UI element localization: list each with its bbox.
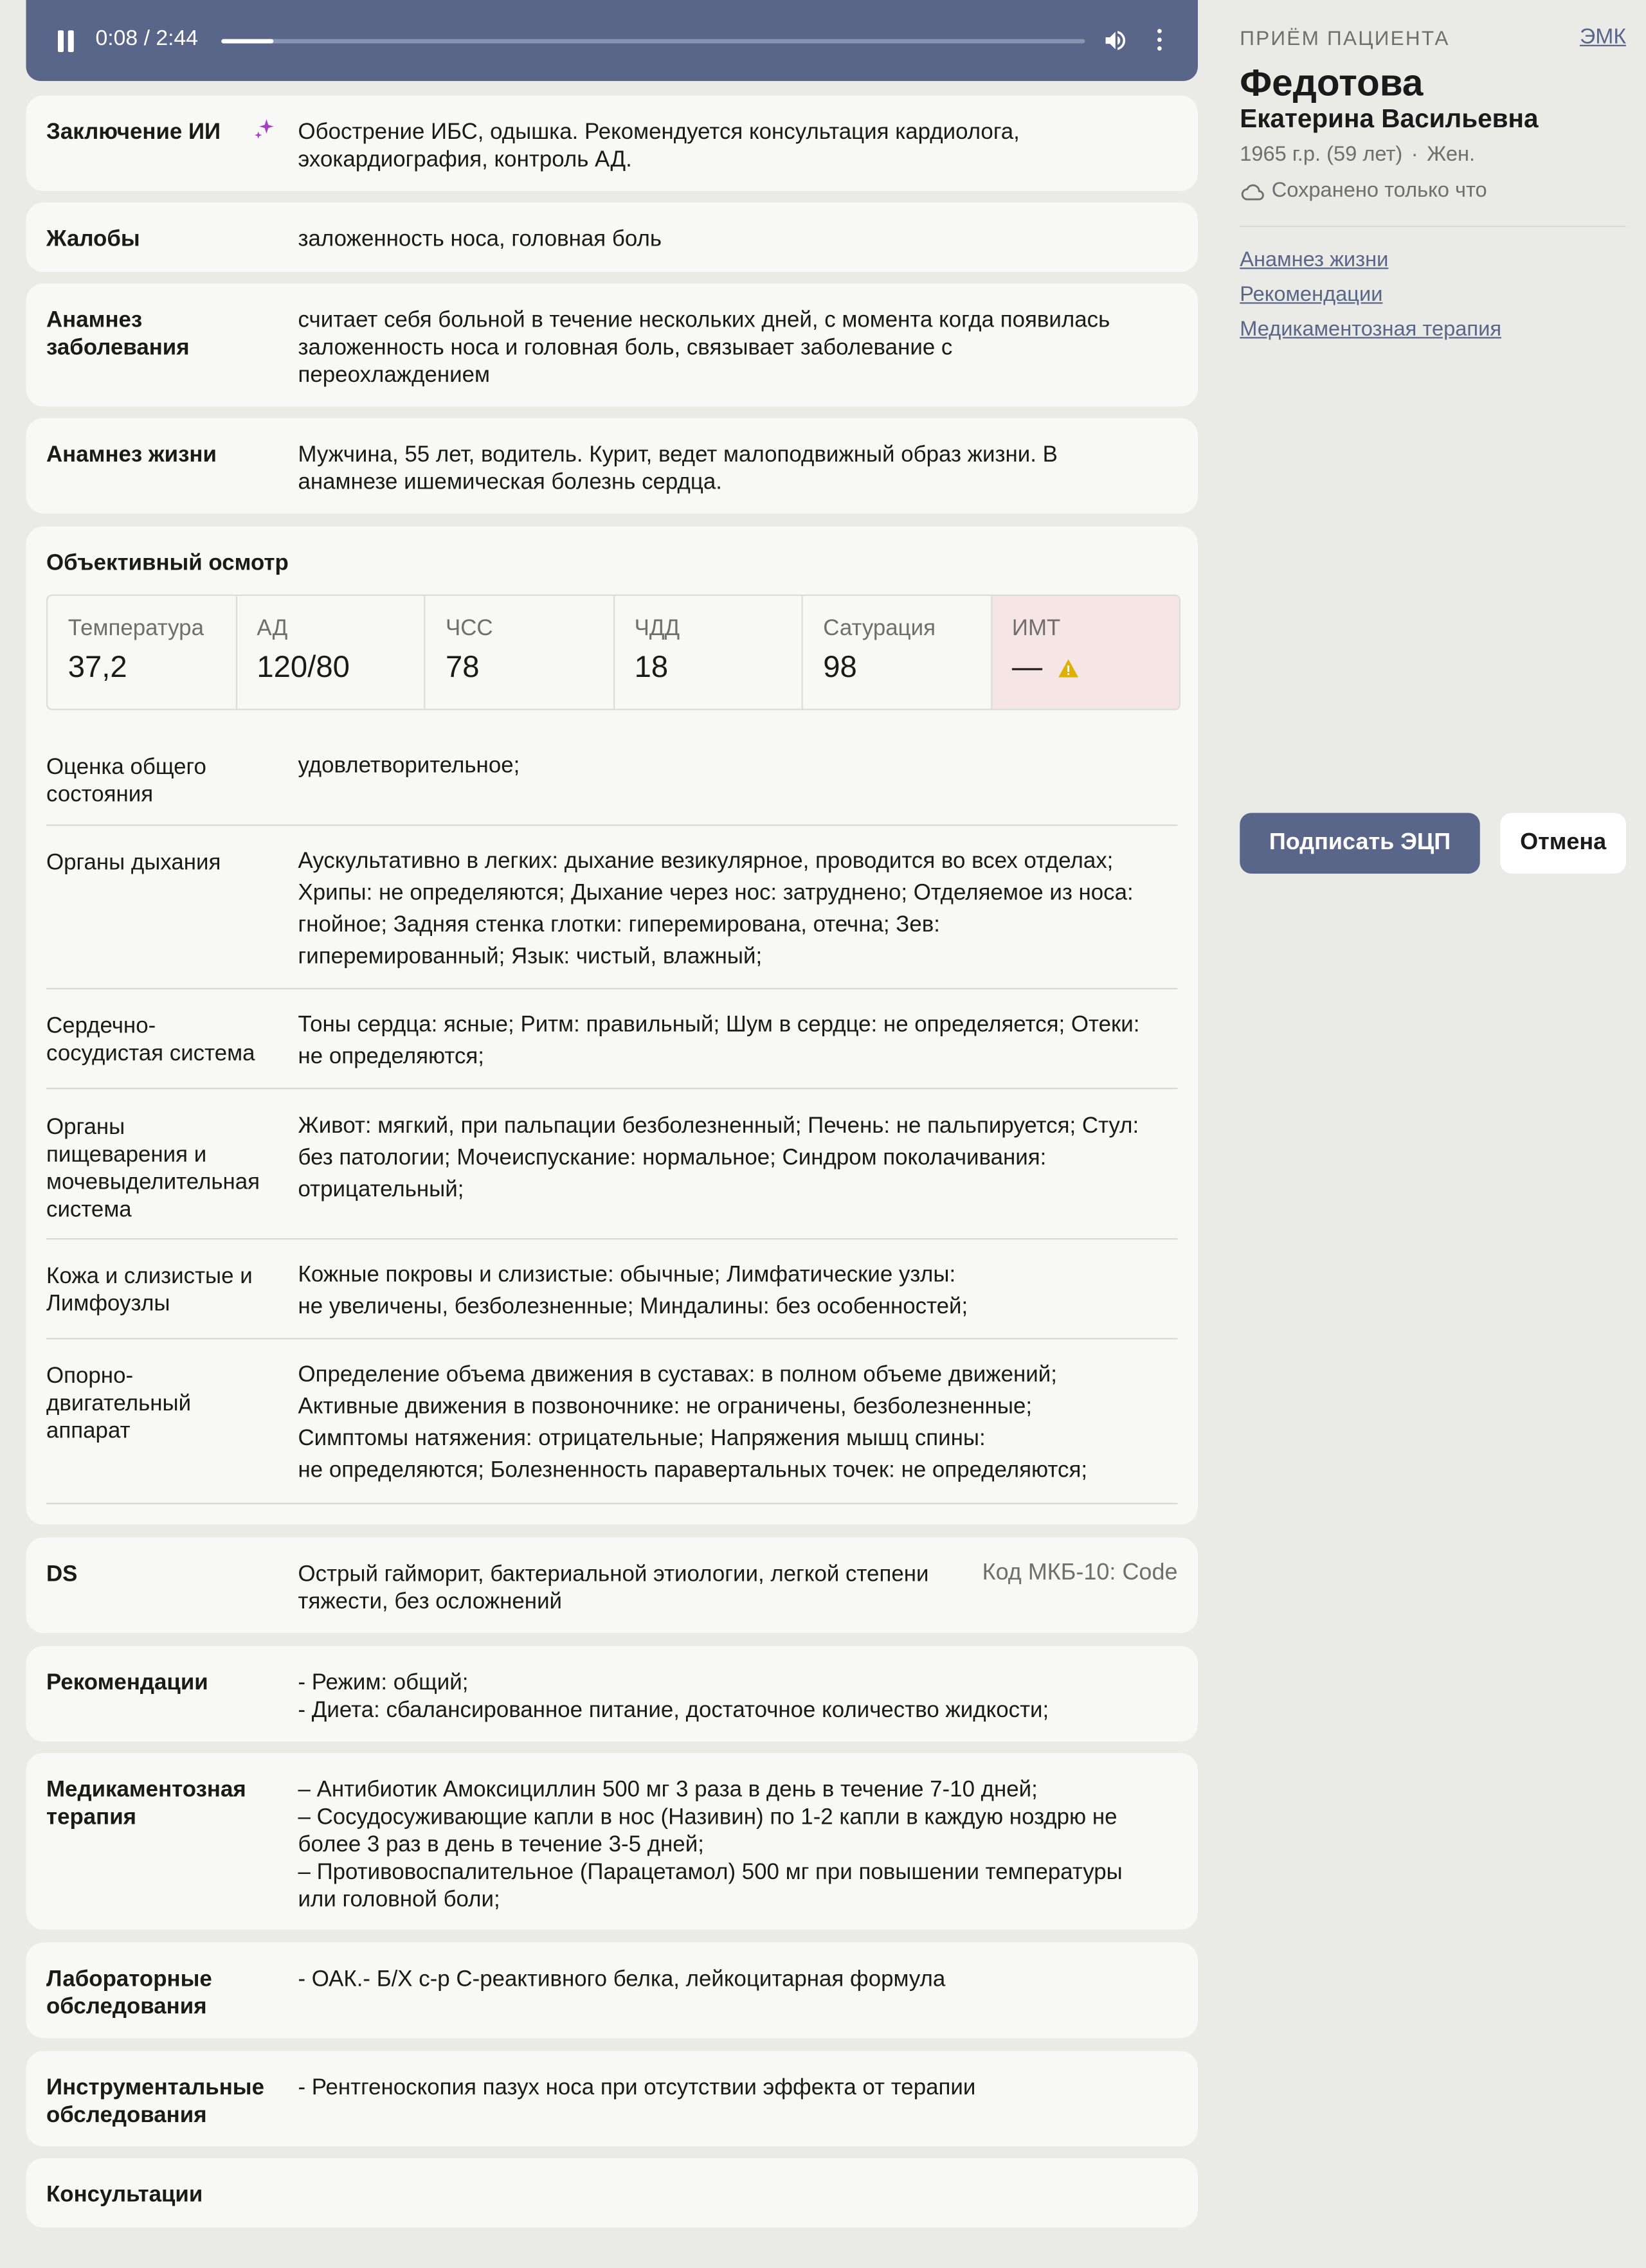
vital-bmi[interactable]	[991, 596, 1179, 709]
section-label: Жалобы	[46, 227, 140, 252]
vital-respiratory-rate[interactable]	[614, 596, 803, 709]
vital-blood-pressure[interactable]	[237, 596, 426, 709]
exam-row-value[interactable]: Определение объема движения в суставах: в полном объеме движений; Активные движения в позвоночнике: не ограничены, безболезненные; Симптомы натяжения: отрицательные; Напряжения мышц спины: не определяются; Болезненность паравертальных точек: не определяются;	[298, 1362, 1088, 1483]
exam-row-general	[46, 753, 1178, 826]
exam-row-musculoskeletal	[46, 1363, 1178, 1505]
section-value[interactable]: Мужчина, 55 лет, водитель. Курит, ведет малоподвижный образ жизни. В анамнезе ишемическая болезнь сердца.	[298, 442, 1058, 495]
exam-row-value[interactable]: Кожные покровы и слизистые: обычные; Лимфатические узлы: не увеличены, безболезненные; Миндалины: без особенностей;	[298, 1263, 968, 1319]
exam-row-value[interactable]: удовлетворительное;	[298, 753, 520, 779]
exam-row-value[interactable]: Живот: мягкий, при пальпации безболезненный; Печень: не пальпируется; Стул: без патологии; Мочеиспускание: нормальное; Синдром поколачивания: отрицательный;	[298, 1113, 1139, 1202]
exam-row-label: Кожа и слизистые и Лимфоузлы	[46, 1264, 253, 1317]
save-status	[1240, 179, 1487, 203]
cancel-button[interactable]: Отмена	[1500, 813, 1626, 874]
section-instrumental-tests	[26, 2051, 1198, 2147]
section-value[interactable]: - Режим: общий; - Диета: сбалансированное питание, достаточное количество жидкости;	[298, 1670, 1049, 1723]
vital-value: —	[1011, 651, 1043, 685]
exam-row-label: Органы дыхания	[46, 851, 221, 876]
icd-code-field[interactable]: Код МКБ-10: Code	[982, 1560, 1178, 1585]
exam-row-label: Опорно- двигательный аппарат	[46, 1364, 192, 1444]
nav-link-recommendations[interactable]: Рекомендации	[1240, 284, 1383, 307]
section-label: DS	[46, 1562, 78, 1587]
section-label: Консультации	[46, 2182, 203, 2208]
section-complaints	[26, 203, 1198, 272]
vital-saturation[interactable]	[803, 596, 992, 709]
section-value[interactable]: - Рентгеноскопия пазух носа при отсутствии эффекта от терапии	[298, 2075, 976, 2100]
section-exam	[26, 526, 1198, 1525]
section-label: Рекомендации	[46, 1670, 208, 1695]
section-consultations	[26, 2158, 1198, 2228]
pause-icon[interactable]	[57, 30, 77, 52]
patient-meta	[1240, 143, 1475, 166]
sparkle-icon	[253, 117, 278, 141]
vital-value: 98	[823, 651, 857, 685]
vital-value-row	[1012, 651, 1179, 686]
section-disease-history	[26, 284, 1198, 406]
emk-link[interactable]: ЭМК	[1579, 24, 1626, 50]
vital-label: ЧДД	[634, 616, 680, 641]
patient-given-names: Екатерина Васильевна	[1240, 104, 1539, 133]
vital-value: 120/80	[257, 651, 350, 685]
audio-player	[26, 0, 1198, 81]
save-status-text: Сохранено только что	[1271, 179, 1487, 203]
section-value[interactable]: - ОАК.- Б/Х с-р С-реактивного белка, лейкоцитарная формула	[298, 1967, 946, 1992]
section-value[interactable]: считает себя больной в течение нескольких дней, с момента когда появилась заложенность носа и головная боль, связывает заболевание с переохлаждением	[298, 308, 1110, 388]
section-ds	[26, 1538, 1198, 1634]
section-life-history	[26, 418, 1198, 514]
vital-label: АД	[257, 616, 288, 641]
volume-icon[interactable]	[1103, 28, 1129, 54]
progress-track[interactable]	[221, 39, 1085, 44]
vital-label: Температура	[68, 616, 204, 641]
separator-dot: ·	[1411, 143, 1418, 166]
patient-birth: 1965 г.р. (59 лет)	[1240, 143, 1403, 166]
exam-row-value[interactable]: Аускультативно в легких: дыхание везикулярное, проводится во всех отделах; Хрипы: не определяются; Дыхание через нос: затруднено; Отделяемое из носа: гнойное; Задняя стенка глотки: гиперемирована, отечна; Зев: гиперемированный; Язык: чистый, влажный;	[298, 849, 1134, 969]
nav-link-life-history[interactable]: Анамнез жизни	[1240, 249, 1389, 272]
exam-row-cardiovascular	[46, 1013, 1178, 1089]
playback-time: 0:08 / 2:44	[95, 26, 199, 51]
vital-value: 78	[446, 651, 480, 685]
patient-surname: Федотова	[1240, 60, 1424, 104]
section-value[interactable]: Острый гайморит, бактериальной этиологии, легкой степени тяжести, без осложнений	[298, 1562, 929, 1614]
section-label: Анамнез заболевания	[46, 308, 190, 361]
section-label: Заключение ИИ	[46, 120, 221, 145]
exam-row-label: Оценка общего состояния	[46, 755, 206, 807]
sign-ecp-button[interactable]: Подписать ЭЦП	[1240, 813, 1480, 874]
exam-row-label: Сердечно- сосудистая система	[46, 1014, 255, 1066]
nav-link-drug-therapy[interactable]: Медикаментозная терапия	[1240, 318, 1502, 341]
exam-row-skin	[46, 1263, 1178, 1339]
encounter-form	[26, 0, 1198, 2208]
section-lab-tests	[26, 1943, 1198, 2039]
section-label: Анамнез жизни	[46, 442, 217, 467]
section-value[interactable]: заложенность носа, головная боль	[298, 227, 662, 252]
vital-label: Сатурация	[823, 616, 936, 641]
vital-temperature[interactable]	[48, 596, 237, 709]
cloud-icon	[1240, 181, 1264, 200]
section-label: Инструментальные обследования	[46, 2075, 264, 2128]
section-drug-therapy	[26, 1753, 1198, 1930]
section-value[interactable]: Обострение ИБС, одышка. Рекомендуется консультация кардиолога, эхокардиография, контроль АД.	[298, 120, 1020, 172]
exam-row-label: Органы пищеварения и мочевыделительная система	[46, 1115, 260, 1223]
divider	[1240, 226, 1626, 227]
section-ai-conclusion	[26, 96, 1198, 192]
progress-fill	[221, 39, 273, 44]
vital-heart-rate[interactable]	[426, 596, 615, 709]
section-recommendations	[26, 1646, 1198, 1742]
vital-label: ЧСС	[446, 616, 493, 641]
section-label: Лабораторные обследования	[46, 1967, 212, 2019]
warning-icon	[1057, 658, 1079, 679]
patient-sex: Жен.	[1427, 143, 1476, 166]
vital-value: 18	[634, 651, 669, 685]
exam-row-digestive	[46, 1114, 1178, 1240]
vital-value: 37,2	[68, 651, 127, 685]
vital-label: ИМТ	[1011, 616, 1061, 641]
exam-row-respiratory	[46, 849, 1178, 989]
section-value[interactable]: – Антибиотик Амоксициллин 500 мг 3 раза в день в течение 7-10 дней; – Сосудосуживающие капли в нос (Називин) по 1-2 капли в каждую ноздрю не более 3 раз в день в течение 3-5 дней; – Противовоспалительное (Парацетамол) 500 мг при повышении температуры или головной боли;	[298, 1778, 1123, 1913]
section-label: Медикаментозная терапия	[46, 1778, 246, 1830]
section-label: Объективный осмотр	[46, 551, 289, 576]
panel-kicker: ПРИЁМ ПАЦИЕНТА	[1240, 26, 1450, 50]
exam-row-value[interactable]: Тоны сердца: ясные; Ритм: правильный; Шум в сердце: не определяется; Отеки: не определяются;	[298, 1013, 1140, 1069]
vitals-grid	[46, 595, 1180, 710]
more-vert-icon[interactable]	[1152, 26, 1166, 55]
